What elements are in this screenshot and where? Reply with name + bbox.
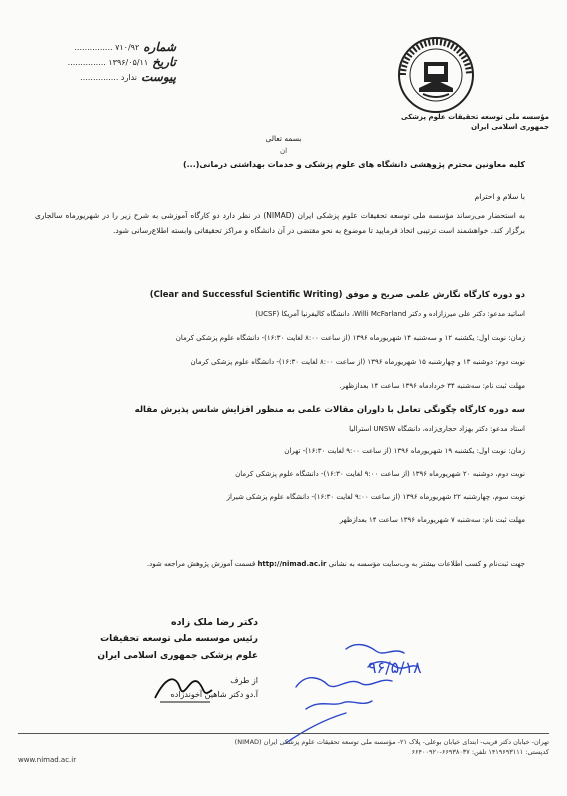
footer-address-line2: کدپستی: ۱۴۱۹۶۹۳۱۱۱ تلفن: ۶۶۹۳۸۰۳۷-۶۶۴۰۰۹۲۰ bbox=[411, 748, 549, 756]
attachment-row bbox=[26, 70, 176, 85]
section2-teacher: استاد مدعو: دکتر بهزاد حجاری‌زاده، دانشگاه UNSW استرالیا bbox=[349, 425, 525, 433]
attachment-value: ندارد ............... bbox=[80, 73, 137, 82]
footer-divider bbox=[18, 733, 549, 734]
salutation: با سلام و احترام bbox=[474, 192, 525, 201]
section1-teachers: اساتید مدعو: دکتر علی میرزازاده و دکتر Willi McFarland، دانشگاه کالیفرنیا آمریکا (UCSF) bbox=[255, 310, 525, 318]
section2-time3: نوبت سوم، چهارشنبه ۲۲ شهریورماه ۱۳۹۶ (از ساعت ۹:۰۰ لغایت ۱۶:۳۰)- دانشگاه علوم پزشکی شیراز bbox=[226, 493, 525, 501]
date-value: ۱۳۹۶/۰۵/۱۱ ............... bbox=[67, 58, 149, 67]
deputy-name: آ.دو دکتر شاهین آخوندزاده bbox=[170, 690, 258, 699]
section2-title: سه دوره کارگاه چگونگی تعامل با داوران مقالات علمی به منظور افزایش شانس پذیرش مقاله bbox=[134, 405, 525, 415]
org-name-line2: جمهوری اسلامی ایران bbox=[471, 123, 549, 131]
footer-website[interactable]: www.nimad.ac.ir bbox=[18, 756, 77, 764]
org-name bbox=[349, 112, 549, 132]
bismillah: بسمه تعالی bbox=[265, 134, 302, 143]
registration-note bbox=[35, 560, 525, 568]
addressee: کلیه معاونین محترم پژوهشی دانشگاه های علوم پزشکی و خدمات بهداشتی درمانی(...) bbox=[182, 160, 525, 169]
intro-paragraph: به استحضار می‌رساند مؤسسه ملی توسعه تحقیقات علوم پزشکی ایران (NIMAD) در نظر دارد دو کارگاه آموزشی به شرح زیر را در شهریورماه سالجاری برگزار کند. خواهشمند است ترتیبی اتخاذ فرمایید تا موضوع به نحو مقتضی در آن دانشگاه و مراکز تحقیقاتی وابسته اطلاع‌رسانی شود. bbox=[35, 211, 526, 235]
registration-note-after: قسمت آموزش پژوهش مراجعه شود. bbox=[146, 560, 256, 568]
signatory-name: دکتر رضا ملک زاده bbox=[170, 617, 258, 628]
number-row bbox=[26, 40, 176, 55]
number-value: ۷۱۰/۹۲ ............... bbox=[74, 43, 140, 52]
section2-time2: نوبت دوم، دوشنبه ۲۰ شهریورماه ۱۳۹۶ (از ساعت ۹:۰۰ لغایت ۱۶:۳۰)- دانشگاه علوم پزشکی کرمان bbox=[235, 470, 525, 478]
section1-time1: زمان: نوبت اول: یکشنبه ۱۲ و سه‌شنبه ۱۴ شهریورماه ۱۳۹۶ (از ساعت ۸:۰۰ لغایت ۱۶:۳۰)- دانشگاه علوم پزشکی کرمان bbox=[175, 334, 525, 342]
date-row bbox=[26, 55, 176, 70]
date-label: تاریخ bbox=[152, 55, 176, 69]
section1-deadline: مهلت ثبت نام: سه‌شنبه ۳۴ خردادماه ۱۳۹۶ ساعت ۱۴ بعدازظهر. bbox=[339, 382, 525, 390]
svg-text:۹۶/۵/۱۸: ۹۶/۵/۱۸ bbox=[368, 658, 422, 677]
signature-block bbox=[58, 614, 258, 665]
footer-address bbox=[79, 737, 549, 757]
small-mark: ان bbox=[279, 147, 288, 155]
handwritten-signature-icon bbox=[150, 668, 220, 708]
signatory-title-line2: علوم پزشکی جمهوری اسلامی ایران bbox=[97, 651, 258, 661]
section1-title: دو دوره کارگاه نگارش علمی صریح و موفق (Clear and Successful Scientific Writing) bbox=[149, 290, 525, 300]
handwritten-annotation-icon bbox=[276, 637, 426, 747]
signatory-title-line1: رئیس موسسه ملی توسعه تحقیقات bbox=[100, 634, 258, 644]
attachment-label: پیوست bbox=[141, 70, 176, 84]
institute-logo-icon bbox=[397, 36, 475, 114]
registration-note-before: جهت ثبت‌نام و کسب اطلاعات بیشتر به وب‌سایت مؤسسه به نشانی bbox=[328, 560, 525, 568]
letter-meta bbox=[26, 40, 176, 85]
number-label: شماره bbox=[143, 40, 176, 54]
on-behalf-label: از طرف bbox=[230, 676, 258, 685]
org-name-line1: مؤسسه ملی توسعه تحقیقات علوم پزشکی bbox=[401, 113, 549, 121]
website-link[interactable]: http://nimad.ac.ir bbox=[257, 560, 327, 568]
section1-time2: نوبت دوم: دوشنبه ۱۳ و چهارشنبه ۱۵ شهریورماه ۱۳۹۶ (از ساعت ۸:۰۰ لغایت ۱۶:۳۰)- دانشگاه علوم پزشکی کرمان bbox=[190, 358, 525, 366]
section2-deadline: مهلت ثبت نام: سه‌شنبه ۷ شهریورماه ۱۳۹۶ ساعت ۱۴ بعدازظهر bbox=[339, 516, 525, 524]
footer-address-line1: تهران- خیابان دکتر قریب- ابتدای خیابان بوعلی- پلاک ۲۱- مؤسسه ملی توسعه تحقیقات علوم پزشکی ایران (NIMAD) bbox=[234, 738, 549, 746]
section2-time1: زمان: نوبت اول: یکشنبه ۱۹ شهریورماه ۱۳۹۶ (از ساعت ۹:۰۰ لغایت ۱۶:۳۰)- تهران bbox=[284, 447, 525, 455]
